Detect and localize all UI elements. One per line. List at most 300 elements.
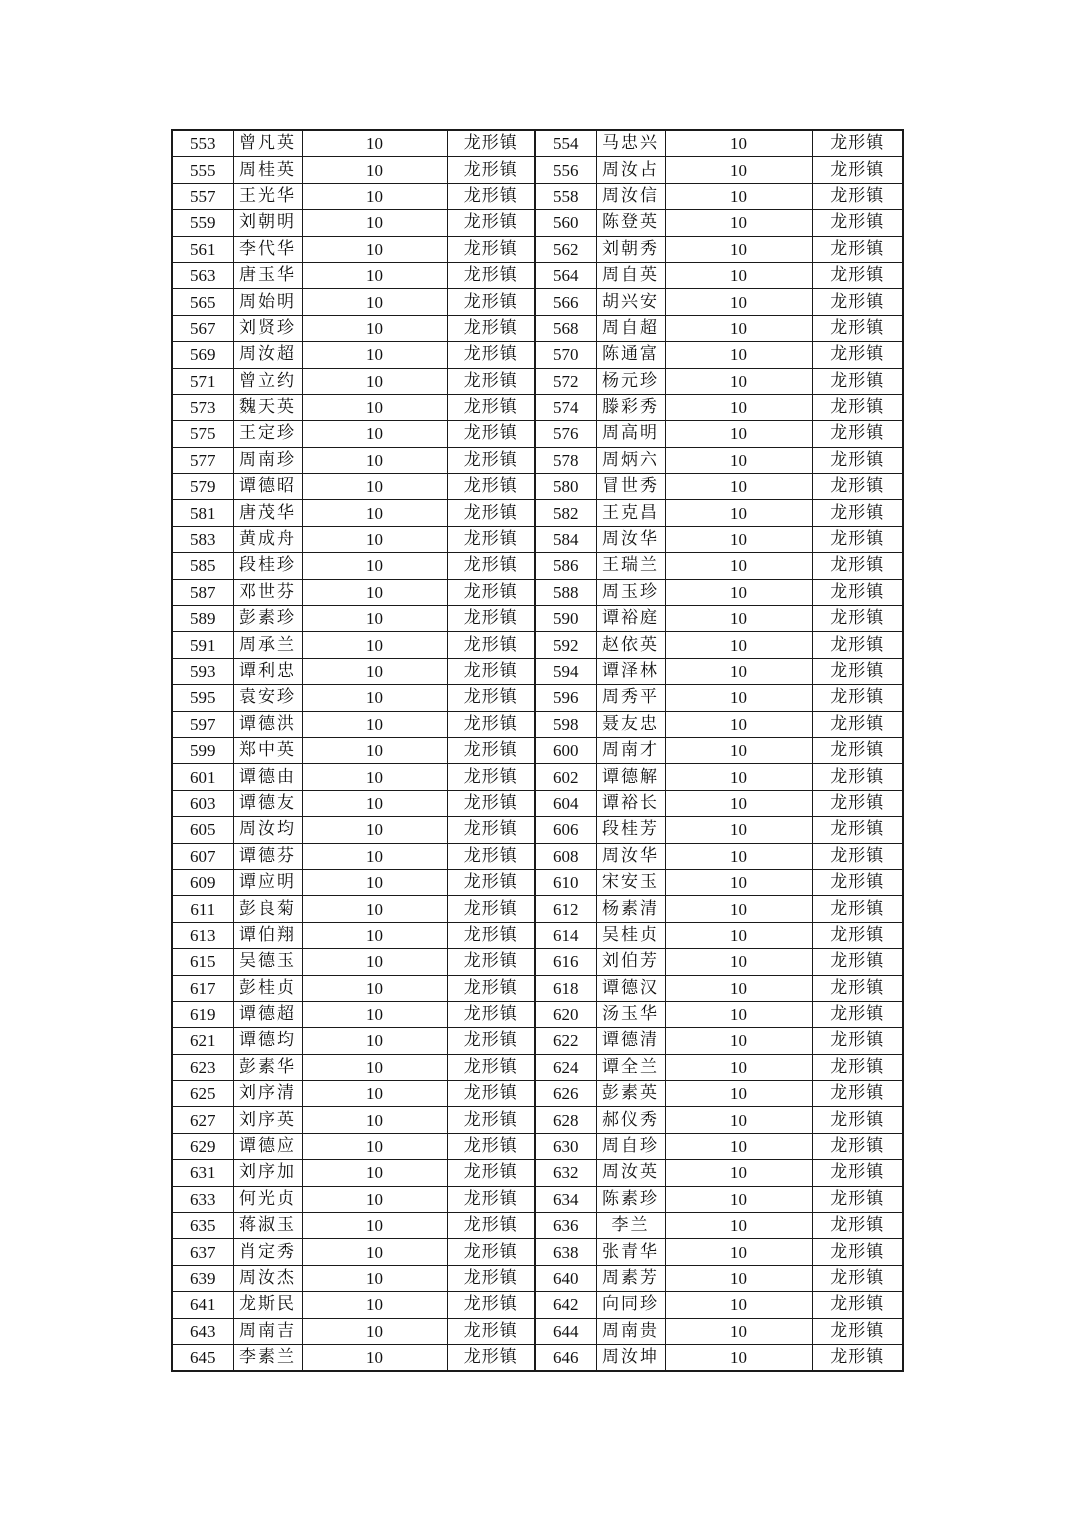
left-entry-number: 597 [172, 711, 233, 737]
table-row [172, 949, 903, 975]
left-entry-amount: 10 [302, 500, 447, 526]
left-entry-town: 龙形镇 [447, 368, 535, 394]
left-entry-town: 龙形镇 [447, 1292, 535, 1318]
right-entry-town: 龙形镇 [812, 1160, 903, 1186]
right-entry-name: 谭德解 [596, 764, 665, 790]
left-entry-amount: 10 [302, 922, 447, 948]
left-entry-number: 577 [172, 447, 233, 473]
left-entry-amount: 10 [302, 262, 447, 288]
left-entry-town: 龙形镇 [447, 183, 535, 209]
table-row [172, 1265, 903, 1291]
right-entry-number: 634 [535, 1186, 596, 1212]
right-entry-name: 周汝英 [596, 1160, 665, 1186]
left-entry-amount: 10 [302, 790, 447, 816]
left-entry-town: 龙形镇 [447, 790, 535, 816]
right-entry-town: 龙形镇 [812, 1213, 903, 1239]
right-entry-name: 胡兴安 [596, 289, 665, 315]
right-entry-amount: 10 [665, 1133, 812, 1159]
table-row [172, 1186, 903, 1212]
right-entry-town: 龙形镇 [812, 1318, 903, 1344]
left-entry-town: 龙形镇 [447, 262, 535, 288]
right-entry-amount: 10 [665, 130, 812, 157]
left-entry-number: 589 [172, 606, 233, 632]
left-entry-town: 龙形镇 [447, 1186, 535, 1212]
left-entry-number: 571 [172, 368, 233, 394]
left-entry-amount: 10 [302, 1239, 447, 1265]
right-entry-name: 周自超 [596, 315, 665, 341]
right-entry-name: 马忠兴 [596, 130, 665, 157]
right-entry-amount: 10 [665, 1001, 812, 1027]
left-entry-amount: 10 [302, 685, 447, 711]
right-entry-name: 张青华 [596, 1239, 665, 1265]
left-entry-amount: 10 [302, 236, 447, 262]
left-entry-number: 623 [172, 1054, 233, 1080]
table-row [172, 210, 903, 236]
right-entry-town: 龙形镇 [812, 869, 903, 895]
left-entry-number: 595 [172, 685, 233, 711]
right-entry-name: 周汝占 [596, 157, 665, 183]
right-entry-name: 周高明 [596, 421, 665, 447]
right-entry-number: 632 [535, 1160, 596, 1186]
left-entry-name: 刘贤珍 [233, 315, 302, 341]
right-entry-town: 龙形镇 [812, 817, 903, 843]
left-entry-amount: 10 [302, 1318, 447, 1344]
right-entry-town: 龙形镇 [812, 500, 903, 526]
left-entry-number: 575 [172, 421, 233, 447]
left-entry-name: 周汝均 [233, 817, 302, 843]
right-entry-amount: 10 [665, 262, 812, 288]
right-entry-name: 周玉珍 [596, 579, 665, 605]
left-entry-amount: 10 [302, 975, 447, 1001]
right-entry-name: 周汝信 [596, 183, 665, 209]
right-entry-number: 576 [535, 421, 596, 447]
table-row [172, 1054, 903, 1080]
table-row [172, 236, 903, 262]
right-entry-town: 龙形镇 [812, 632, 903, 658]
right-entry-number: 642 [535, 1292, 596, 1318]
left-entry-number: 579 [172, 474, 233, 500]
left-entry-amount: 10 [302, 1265, 447, 1291]
left-entry-amount: 10 [302, 526, 447, 552]
table-row [172, 1239, 903, 1265]
left-entry-town: 龙形镇 [447, 130, 535, 157]
left-entry-town: 龙形镇 [447, 210, 535, 236]
right-entry-amount: 10 [665, 289, 812, 315]
right-entry-name: 周南贵 [596, 1318, 665, 1344]
left-entry-town: 龙形镇 [447, 1001, 535, 1027]
left-entry-name: 曾凡英 [233, 130, 302, 157]
right-entry-number: 560 [535, 210, 596, 236]
left-entry-number: 615 [172, 949, 233, 975]
right-entry-town: 龙形镇 [812, 1186, 903, 1212]
right-entry-number: 568 [535, 315, 596, 341]
right-entry-number: 638 [535, 1239, 596, 1265]
table-row [172, 1028, 903, 1054]
right-entry-amount: 10 [665, 1318, 812, 1344]
left-entry-name: 李代华 [233, 236, 302, 262]
table-row [172, 1344, 903, 1371]
right-entry-amount: 10 [665, 1213, 812, 1239]
left-entry-town: 龙形镇 [447, 1133, 535, 1159]
left-entry-number: 621 [172, 1028, 233, 1054]
right-entry-number: 644 [535, 1318, 596, 1344]
right-entry-number: 596 [535, 685, 596, 711]
left-entry-name: 周南吉 [233, 1318, 302, 1344]
right-entry-number: 602 [535, 764, 596, 790]
right-entry-town: 龙形镇 [812, 1001, 903, 1027]
left-entry-name: 周始明 [233, 289, 302, 315]
left-entry-name: 龙斯民 [233, 1292, 302, 1318]
left-entry-number: 553 [172, 130, 233, 157]
right-entry-name: 赵依英 [596, 632, 665, 658]
left-entry-amount: 10 [302, 1186, 447, 1212]
right-entry-number: 562 [535, 236, 596, 262]
right-entry-number: 624 [535, 1054, 596, 1080]
right-entry-town: 龙形镇 [812, 711, 903, 737]
left-entry-amount: 10 [302, 157, 447, 183]
right-entry-town: 龙形镇 [812, 790, 903, 816]
right-entry-number: 608 [535, 843, 596, 869]
right-entry-name: 宋安玉 [596, 869, 665, 895]
left-entry-town: 龙形镇 [447, 817, 535, 843]
right-entry-number: 570 [535, 342, 596, 368]
table-row [172, 130, 903, 157]
right-entry-amount: 10 [665, 790, 812, 816]
left-entry-amount: 10 [302, 1292, 447, 1318]
left-entry-number: 563 [172, 262, 233, 288]
right-entry-town: 龙形镇 [812, 447, 903, 473]
right-entry-town: 龙形镇 [812, 1133, 903, 1159]
left-entry-name: 王光华 [233, 183, 302, 209]
left-entry-amount: 10 [302, 896, 447, 922]
left-entry-number: 637 [172, 1239, 233, 1265]
left-entry-name: 周汝杰 [233, 1265, 302, 1291]
right-entry-town: 龙形镇 [812, 526, 903, 552]
table-row [172, 817, 903, 843]
left-entry-number: 627 [172, 1107, 233, 1133]
right-entry-amount: 10 [665, 1107, 812, 1133]
right-entry-town: 龙形镇 [812, 606, 903, 632]
right-entry-name: 周汝坤 [596, 1344, 665, 1371]
left-entry-town: 龙形镇 [447, 975, 535, 1001]
left-entry-number: 613 [172, 922, 233, 948]
right-entry-name: 陈通富 [596, 342, 665, 368]
right-entry-town: 龙形镇 [812, 579, 903, 605]
right-entry-number: 614 [535, 922, 596, 948]
right-entry-town: 龙形镇 [812, 685, 903, 711]
right-entry-amount: 10 [665, 711, 812, 737]
left-entry-number: 601 [172, 764, 233, 790]
left-entry-amount: 10 [302, 210, 447, 236]
right-entry-name: 周汝华 [596, 843, 665, 869]
left-entry-name: 谭德友 [233, 790, 302, 816]
left-entry-name: 彭桂贞 [233, 975, 302, 1001]
left-entry-amount: 10 [302, 711, 447, 737]
left-entry-number: 559 [172, 210, 233, 236]
table-row [172, 1001, 903, 1027]
left-entry-number: 581 [172, 500, 233, 526]
right-entry-amount: 10 [665, 975, 812, 1001]
right-entry-name: 向同珍 [596, 1292, 665, 1318]
left-entry-number: 599 [172, 737, 233, 763]
left-entry-name: 周南珍 [233, 447, 302, 473]
right-entry-amount: 10 [665, 315, 812, 341]
table-row [172, 315, 903, 341]
left-entry-name: 黄成舟 [233, 526, 302, 552]
left-entry-town: 龙形镇 [447, 526, 535, 552]
left-entry-amount: 10 [302, 447, 447, 473]
right-entry-town: 龙形镇 [812, 1265, 903, 1291]
table-row [172, 1133, 903, 1159]
right-entry-town: 龙形镇 [812, 658, 903, 684]
left-entry-amount: 10 [302, 289, 447, 315]
left-entry-number: 583 [172, 526, 233, 552]
left-entry-town: 龙形镇 [447, 421, 535, 447]
right-entry-number: 556 [535, 157, 596, 183]
right-entry-town: 龙形镇 [812, 157, 903, 183]
right-entry-number: 620 [535, 1001, 596, 1027]
right-entry-name: 吴桂贞 [596, 922, 665, 948]
table-row [172, 843, 903, 869]
table-row [172, 737, 903, 763]
left-entry-name: 刘序清 [233, 1081, 302, 1107]
left-entry-number: 629 [172, 1133, 233, 1159]
right-entry-amount: 10 [665, 922, 812, 948]
right-entry-number: 590 [535, 606, 596, 632]
left-entry-town: 龙形镇 [447, 1107, 535, 1133]
left-entry-town: 龙形镇 [447, 342, 535, 368]
left-entry-town: 龙形镇 [447, 632, 535, 658]
left-entry-number: 645 [172, 1344, 233, 1371]
right-entry-number: 592 [535, 632, 596, 658]
left-entry-name: 周承兰 [233, 632, 302, 658]
right-entry-name: 周炳六 [596, 447, 665, 473]
left-entry-amount: 10 [302, 658, 447, 684]
left-entry-town: 龙形镇 [447, 764, 535, 790]
left-entry-town: 龙形镇 [447, 1054, 535, 1080]
left-entry-name: 刘朝明 [233, 210, 302, 236]
left-entry-number: 643 [172, 1318, 233, 1344]
left-entry-number: 611 [172, 896, 233, 922]
left-entry-name: 彭素珍 [233, 606, 302, 632]
right-entry-amount: 10 [665, 474, 812, 500]
left-entry-name: 何光贞 [233, 1186, 302, 1212]
right-entry-town: 龙形镇 [812, 289, 903, 315]
table-row [172, 289, 903, 315]
right-entry-amount: 10 [665, 526, 812, 552]
left-entry-number: 641 [172, 1292, 233, 1318]
right-entry-number: 566 [535, 289, 596, 315]
left-entry-town: 龙形镇 [447, 157, 535, 183]
right-entry-town: 龙形镇 [812, 210, 903, 236]
right-entry-number: 600 [535, 737, 596, 763]
right-entry-number: 606 [535, 817, 596, 843]
right-entry-name: 谭裕长 [596, 790, 665, 816]
right-entry-town: 龙形镇 [812, 553, 903, 579]
table-row [172, 1318, 903, 1344]
left-entry-number: 569 [172, 342, 233, 368]
left-entry-name: 肖定秀 [233, 1239, 302, 1265]
left-entry-amount: 10 [302, 368, 447, 394]
left-entry-amount: 10 [302, 183, 447, 209]
left-entry-town: 龙形镇 [447, 685, 535, 711]
left-entry-name: 彭良菊 [233, 896, 302, 922]
right-entry-amount: 10 [665, 183, 812, 209]
left-entry-number: 585 [172, 553, 233, 579]
left-entry-town: 龙形镇 [447, 949, 535, 975]
right-entry-number: 594 [535, 658, 596, 684]
right-entry-number: 630 [535, 1133, 596, 1159]
right-entry-town: 龙形镇 [812, 1292, 903, 1318]
table-row [172, 579, 903, 605]
right-entry-amount: 10 [665, 764, 812, 790]
table-row [172, 1213, 903, 1239]
right-entry-town: 龙形镇 [812, 183, 903, 209]
table-row [172, 764, 903, 790]
left-entry-name: 谭德由 [233, 764, 302, 790]
right-entry-name: 陈登英 [596, 210, 665, 236]
left-entry-name: 谭德昭 [233, 474, 302, 500]
left-entry-name: 邓世芬 [233, 579, 302, 605]
left-entry-town: 龙形镇 [447, 579, 535, 605]
left-entry-name: 谭应明 [233, 869, 302, 895]
right-entry-amount: 10 [665, 896, 812, 922]
right-entry-amount: 10 [665, 1160, 812, 1186]
left-entry-town: 龙形镇 [447, 869, 535, 895]
right-entry-number: 584 [535, 526, 596, 552]
left-entry-name: 周桂英 [233, 157, 302, 183]
left-entry-name: 魏天英 [233, 394, 302, 420]
left-entry-amount: 10 [302, 632, 447, 658]
right-entry-town: 龙形镇 [812, 1344, 903, 1371]
right-entry-name: 谭全兰 [596, 1054, 665, 1080]
left-entry-amount: 10 [302, 1001, 447, 1027]
left-entry-amount: 10 [302, 606, 447, 632]
left-entry-number: 617 [172, 975, 233, 1001]
left-entry-amount: 10 [302, 394, 447, 420]
right-entry-amount: 10 [665, 1054, 812, 1080]
right-entry-town: 龙形镇 [812, 1054, 903, 1080]
right-entry-amount: 10 [665, 447, 812, 473]
right-entry-number: 588 [535, 579, 596, 605]
left-entry-number: 603 [172, 790, 233, 816]
right-entry-amount: 10 [665, 737, 812, 763]
right-entry-town: 龙形镇 [812, 975, 903, 1001]
table-row [172, 500, 903, 526]
left-entry-town: 龙形镇 [447, 1081, 535, 1107]
right-entry-name: 刘伯芳 [596, 949, 665, 975]
left-entry-town: 龙形镇 [447, 922, 535, 948]
right-entry-number: 626 [535, 1081, 596, 1107]
left-entry-town: 龙形镇 [447, 711, 535, 737]
left-entry-amount: 10 [302, 764, 447, 790]
left-entry-name: 谭利忠 [233, 658, 302, 684]
table-row [172, 790, 903, 816]
left-entry-amount: 10 [302, 1213, 447, 1239]
right-entry-town: 龙形镇 [812, 843, 903, 869]
right-entry-name: 陈素珍 [596, 1186, 665, 1212]
left-entry-name: 谭伯翔 [233, 922, 302, 948]
table-row [172, 896, 903, 922]
right-entry-name: 滕彩秀 [596, 394, 665, 420]
right-entry-name: 汤玉华 [596, 1001, 665, 1027]
left-entry-town: 龙形镇 [447, 896, 535, 922]
left-entry-name: 刘序加 [233, 1160, 302, 1186]
left-entry-amount: 10 [302, 315, 447, 341]
table-row [172, 447, 903, 473]
right-entry-town: 龙形镇 [812, 262, 903, 288]
right-entry-name: 谭德清 [596, 1028, 665, 1054]
left-entry-town: 龙形镇 [447, 1239, 535, 1265]
table-row [172, 394, 903, 420]
left-entry-number: 587 [172, 579, 233, 605]
right-entry-name: 彭素英 [596, 1081, 665, 1107]
right-entry-town: 龙形镇 [812, 949, 903, 975]
left-entry-name: 周汝超 [233, 342, 302, 368]
left-entry-town: 龙形镇 [447, 474, 535, 500]
right-entry-amount: 10 [665, 368, 812, 394]
right-entry-amount: 10 [665, 1344, 812, 1371]
right-entry-name: 王瑞兰 [596, 553, 665, 579]
right-entry-amount: 10 [665, 579, 812, 605]
right-entry-town: 龙形镇 [812, 130, 903, 157]
right-entry-amount: 10 [665, 210, 812, 236]
right-entry-town: 龙形镇 [812, 236, 903, 262]
left-entry-number: 557 [172, 183, 233, 209]
left-entry-town: 龙形镇 [447, 1318, 535, 1344]
left-entry-amount: 10 [302, 843, 447, 869]
left-entry-town: 龙形镇 [447, 394, 535, 420]
table-row [172, 711, 903, 737]
right-entry-amount: 10 [665, 500, 812, 526]
left-entry-number: 609 [172, 869, 233, 895]
right-entry-name: 周汝华 [596, 526, 665, 552]
table-row [172, 1292, 903, 1318]
table-row [172, 262, 903, 288]
left-entry-name: 王定珍 [233, 421, 302, 447]
left-entry-name: 谭德洪 [233, 711, 302, 737]
left-entry-number: 619 [172, 1001, 233, 1027]
table-row [172, 1107, 903, 1133]
left-entry-amount: 10 [302, 421, 447, 447]
left-entry-amount: 10 [302, 1054, 447, 1080]
right-entry-town: 龙形镇 [812, 1028, 903, 1054]
left-entry-town: 龙形镇 [447, 289, 535, 315]
right-entry-name: 谭裕庭 [596, 606, 665, 632]
right-entry-town: 龙形镇 [812, 896, 903, 922]
table-row [172, 658, 903, 684]
right-entry-number: 582 [535, 500, 596, 526]
right-entry-town: 龙形镇 [812, 1239, 903, 1265]
right-entry-amount: 10 [665, 1292, 812, 1318]
left-entry-amount: 10 [302, 737, 447, 763]
left-entry-number: 565 [172, 289, 233, 315]
right-entry-number: 558 [535, 183, 596, 209]
left-entry-amount: 10 [302, 1107, 447, 1133]
left-entry-number: 625 [172, 1081, 233, 1107]
right-entry-number: 598 [535, 711, 596, 737]
right-entry-name: 周自英 [596, 262, 665, 288]
left-entry-name: 谭德均 [233, 1028, 302, 1054]
right-entry-number: 572 [535, 368, 596, 394]
right-entry-number: 618 [535, 975, 596, 1001]
right-entry-number: 612 [535, 896, 596, 922]
right-entry-amount: 10 [665, 342, 812, 368]
left-entry-name: 李素兰 [233, 1344, 302, 1371]
right-entry-name: 周自珍 [596, 1133, 665, 1159]
left-entry-name: 郑中英 [233, 737, 302, 763]
table-row [172, 1160, 903, 1186]
